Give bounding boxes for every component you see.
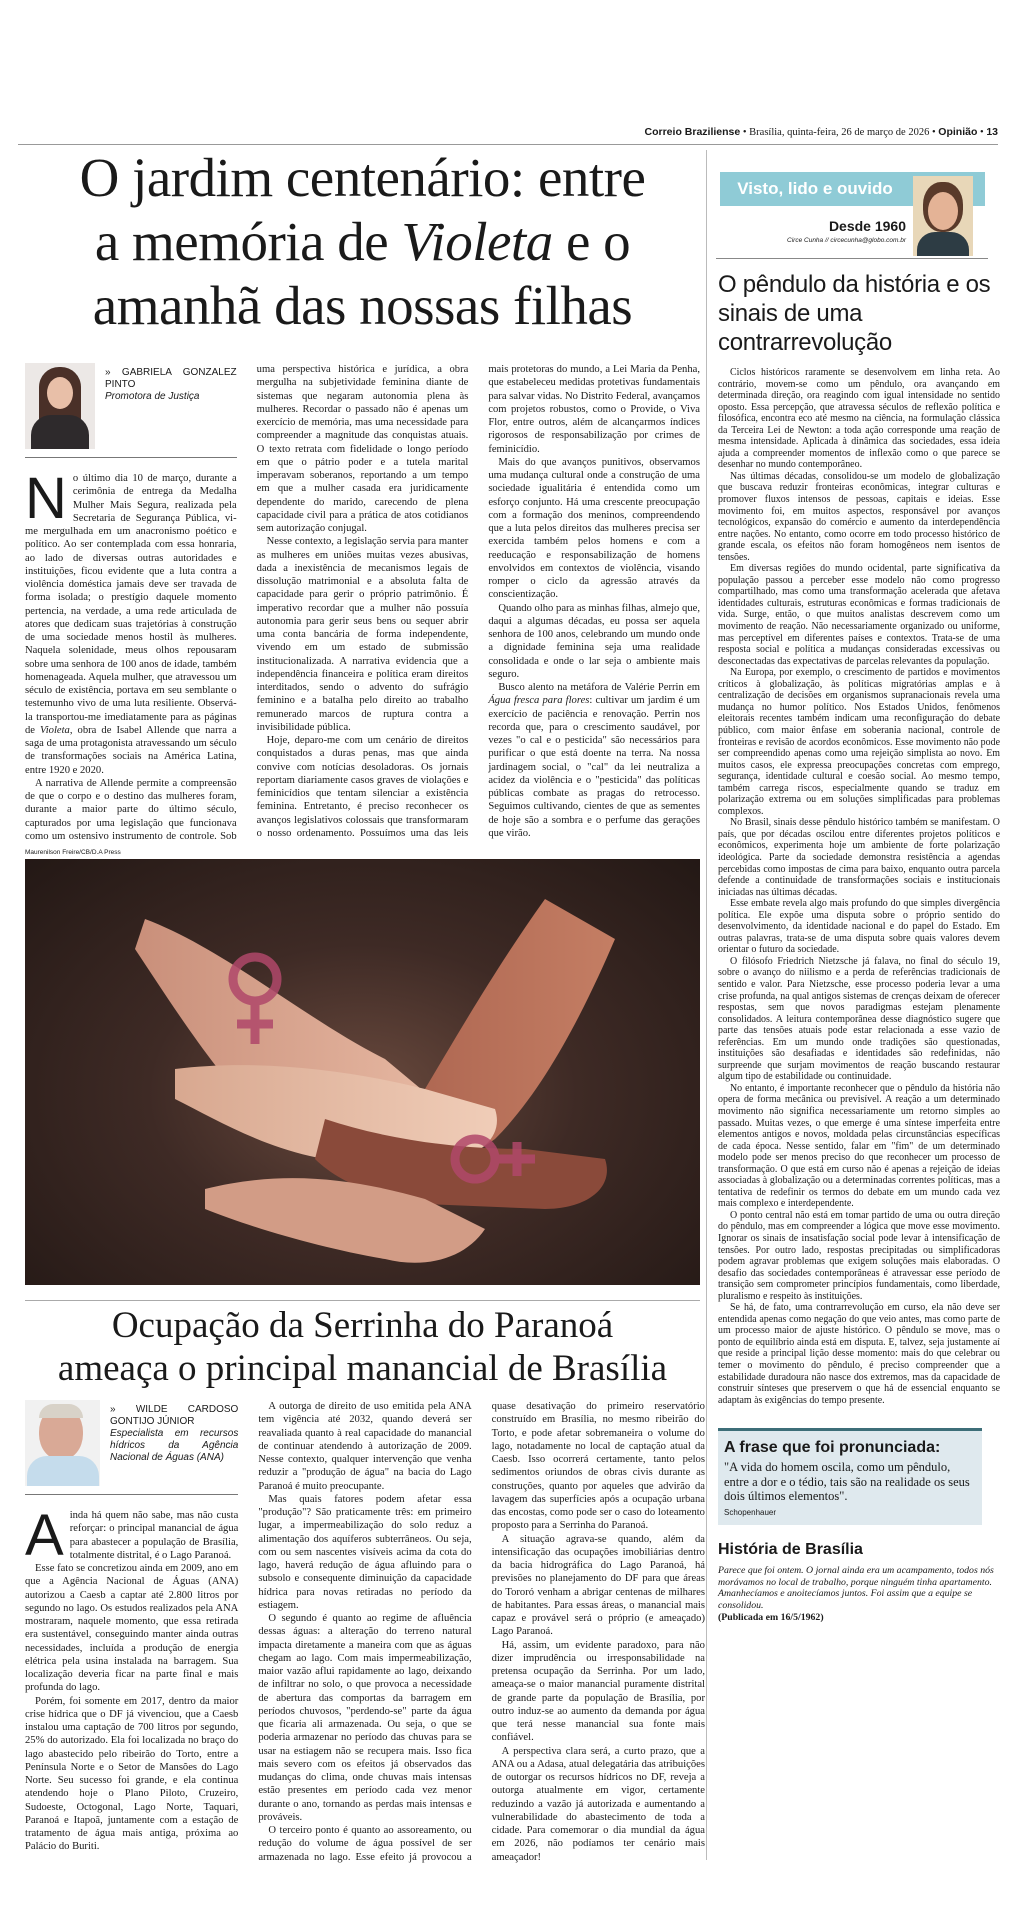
paragraph: A perspectiva clara será, a curto prazo, que a ANA ou a Adasa, atual delegatária das atribuições de outorgar os recursos hídricos no DF, reveja a outorga atualmente em vigor, certamente reduzindo a vazão já autorizada e aumentando a vulnerabilidade do abastecimento de toda a cidade. Para comemorar o dia mundial da água em 2026, não podíamos ter cenário mais ameaçador! xyxy=(491,1745,705,1863)
article2-body xyxy=(25,1400,705,1864)
paragraph: Porém, foi somente em 2017, dentro da maior crise hídrica que o DF já vivenciou, que a Caesb instalou uma captação de 700 litros por segundo, 25% do autorizado. Ela foi localizada no braço do lago abastecido pelo ribeirão do Torto, entre a Península Norte e o Setor de Mansões do Lago Norte. Seu sucesso foi grande, e ela continua atendendo hoje o Plano Piloto, Cruzeiro, Sudoeste, Octogonal, Lago Norte, Taquari, Paranoá e Itapoã, juntamente com a estação de tratamento de água mais antiga, próxima ao Palácio do Buriti. xyxy=(25,1695,239,1853)
column-title: O pêndulo da história e os sinais de uma contrarrevolução xyxy=(718,271,991,356)
author-box xyxy=(25,1400,238,1495)
column-since: Desde 1960 xyxy=(828,218,906,234)
header-divider xyxy=(18,144,998,145)
text: , obra de Isabel Allende que narra a saga de uma protagonista atravessando um século de transformações sociais na América Latina, entre 1920 e 2020. xyxy=(25,724,237,776)
author-name: WILDE CARDOSO GONTIJO JÚNIOR xyxy=(110,1404,239,1427)
paragraph: Nas últimas décadas, consolidou-se um modelo de globalização que buscava reduzir fronteiras econômicas, integrar culturas e promover fluxos intensos de pessoas, capitais e ideias. Esse movimento foi, em muitos aspectos, responsável por avanços tecnológicos, expansão do comércio e aumento da interdependência entre nações. No entanto, como ocorre em todo processo histórico de grande escala, os efeitos não foram homogêneos nem isentos de tensões. xyxy=(718,470,1000,563)
paragraph: No entanto, é importante reconhecer que o pêndulo da história não opera de forma mecânica ou previsível. A reação a um determinado movimento não significa necessariamente um retorno simples ao passado. Muitas vezes, o que emerge é uma síntese imperfeita entre elementos antigos e novos, moldada pelas circunstâncias específicas de cada época. Nesse sentido, falar em "fim" de um determinado modelo pode ser menos preciso do que reconhecer um processo de transformação. O que está em curso não é apenas a rejeição de ideias associadas à globalização ou a determinadas correntes políticas, mas a tentativa de redefinir os termos do debate em um mundo cada vez mais complexo e interdependente. xyxy=(718,1082,1000,1210)
hands-illustration xyxy=(25,859,700,1285)
paragraph: No Brasil, sinais desse pêndulo histórico também se manifestam. O país, que por décadas oscilou entre diferentes projetos políticos e econômicos, experimenta hoje um ambiente de forte polarização ideológica. Parte da sociedade demonstra resistência a agendas percebidas como impostas de cima para baixo, enquanto outra parcela defende a continuidade de transformações sociais e institucionais iniciadas nas últimas décadas. xyxy=(718,817,1000,898)
column-name-banner: Visto, lido e ouvido xyxy=(720,172,910,206)
paragraph: Esse fato se concretizou ainda em 2009, ano em que a Agência Nacional de Águas (ANA) autorizou a Caesb a captar até 2.800 litros por segundo no lago. Os estudos realizados pela ANA mostraram, naquele momento, que essa retirada era sustentável, conseguindo manter ainda outras necessidades, incluída a produção de energia elétrica pela usina instalada na barragem. Sua localização deveria ficar na parte final e mais profunda do lago. xyxy=(25,1563,239,1694)
article1-headline xyxy=(25,146,700,338)
paragraph: Nesse contexto, a legislação servia para manter as mulheres em uniões muitas vezes abusivas, dada a inexistência de mecanismos legais de dissolução matrimonial e a absoluta falta de capacidade para gerir o próprio patrimônio. É imperativo recordar que a mulher não possuía autonomia para gerir seus bens ou sequer abrir uma conta bancária de forma independente, vivendo em um estado de submissão institucionalizada. A narrativa evidencia que a independência financeira e política eram direitos interditados, sendo o advento do sufrágio feminino e a batalha pelo direito ao trabalho remunerado marcos de ruptura contra a invisibilidade pública. xyxy=(256,536,469,733)
place-date: Brasília, quinta-feira, 26 de março de 2026 xyxy=(749,127,930,138)
paragraph: Na Europa, por exemplo, o crescimento de partidos e movimentos críticos à globalização, às políticas migratórias amplas e à centralização de decisões em organismos supranacionais revela uma mudança no humor político. Nos Estados Unidos, fenômenos eleitorais recentes também indicam uma reconfiguração do debate público, com maior ênfase em soberania nacional, controle de fronteiras e revisão de acordos econômicos. Esse movimento não pode ser compreendido apenas como uma rejeição simplista ao novo. Em muitos casos, ele expressa preocupações concretas com emprego, segurança, identidade cultural e coesão social. Ao mesmo tempo, também carrega riscos, especialmente quando se traduz em polarização extrema ou em soluções simplificadas para problemas complexos. xyxy=(718,667,1000,817)
paragraph: Em diversas regiões do mundo ocidental, parte significativa da população passou a perceber esse modelo não como progresso compartilhado, mas como uma transformação acelerada que afetava identidades culturais, estruturas econômicas e formas tradicionais de vida. Surge, então, o que muitos analistas descrevem como um movimento de reação. Não necessariamente organizado ou uniforme, mas perceptível em diferentes países e contextos. Trata-se de uma resposta social e política a mudanças consideradas excessivas ou desconectadas das expectativas de parcelas relevantes da população. xyxy=(718,563,1000,667)
paragraph: Há, assim, um evidente paradoxo, para não dizer imprudência ou irresponsabilidade na pretensa ocupação da Serrinha. Por um lado, ameaça-se o maior manancial puramente distrital de grande parte da população de Brasília, por outro induz-se ao aumento da demanda por água que terá nesse manancial sua fonte mais confiável. xyxy=(491,1639,705,1744)
text: : cultivar um jardim é um exercício de paciência e renovação. Perrin nos recorda que, para o crescimento saudável, por vezes "o cal e o pesticida" são necessários para purificar o que está doente na terra. Na nossa jardinagem social, o "cal" da lei neutraliza a acidez da violência e o "pesticida" das políticas públicas combate as pragas do retrocesso. Seguimos cultivando, cientes de que as sementes de hoje são a sombra e o perfume das gerações que virão. xyxy=(488,695,700,839)
history-publication-date: (Publicada em 16/5/1962) xyxy=(718,1611,824,1623)
paragraph: Esse embate revela algo mais profundo do que simples divergência política. Ele expõe uma disputa sobre o próprio sentido do desenvolvimento, da identidade nacional e do papel do Estado. Em outras palavras, trata-se de uma disputa sobre quais valores devem orientar o futuro da sociedade. xyxy=(718,898,1000,956)
paragraph: O terceiro ponto é quanto ao assoreamento, ou redução do volume de água possível de ser armazenada no lago. Esse efeito já provocou a quase desativação do primeiro reservatório construído em Brasília, no mesmo ribeirão do Torto, e pode afetar sobremaneira o volume do lago, notadamente no local de captação atual da Caesb. Isso ocorrerá certamente, tanto pelos sedimentos oriundos de obras civis durante as construções, quanto por aqueles que advirão da lavagem das superfícies após a ocupação urbana das encostas, como pode ser o caso do loteamento proposto para a Serrinha do Paranoá. xyxy=(258,1401,705,1863)
paragraph: Mais do que avanços punitivos, observamos uma mudança cultural onde a construção de uma sociedade igualitária é entendida como um esforço conjunto. Há uma crescente preocupação com a formação dos meninos, compreendendo que a luta pelos direitos das mulheres precisa ser exercida também pelos homens e com a reeducação e responsabilização de homens envolvidos em contextos de violência, visando romper o ciclo da agressão através da conscientização. xyxy=(488,456,700,601)
paragraph: Ciclos históricos raramente se desenvolvem em linha reta. Ao contrário, movem-se como um pêndulo, ora avançando em determinada direção, ora reagindo com igual intensidade no sentido oposto. Essa percepção, que atravessa séculos de reflexão política e filosófica, encontra eco até mesmo na ciência, na formulação clássica da Terceira Lei de Newton: a toda ação corresponde uma reação de mesma intensidade. Aplicada à dinâmica das sociedades, essa ideia ajuda a compreender momentos de inflexão como o que parece se desenhar no mundo contemporâneo. xyxy=(718,367,1000,471)
text: o último dia 10 de março, durante a cerimônia de entrega da Medalha Mulher Mais Segura, realizada pela Secretaria de Segurança Pública, vi-me mergulhada em um anacronismo poético e político. Ao ser contemplada com essa honraria, ao lado de diversas outras autoridades e instituições, ficou evidente que a luta contra a violência doméstica jamais deve ser travada de forma isolada; o prestígio daquele momento pertencia, na verdade, a uma rede articulada de atores que dedicam suas trajetórias à construção de uma sociedade menos hostil às mulheres. Naquela solenidade, meus olhos repousaram sobre uma senhora de 100 anos de idade, também homenageada. Aquela mulher, que atravessou um século de existência, portava em seu semblante o testemunho vivo de uma luta resiliente. Observá-la transportou-me imediatamente para as páginas de xyxy=(25,473,237,736)
paragraph: Se há, de fato, uma contrarrevolução em curso, ela não deve ser entendida apenas como negação do que veio antes, mas como parte de um processo maior de ajuste histórico. O pêndulo se move, mas o ponto de equilíbrio ainda está em disputa. E, talvez, seja justamente aí que reside a principal lição desse momento: mais do que celebrar ou temer o movimento do pêndulo, é preciso compreender que a estabilidade duradoura não nasce dos extremos, mas da capacidade de construir sínteses que preservem o que há de essencial enquanto se adaptam às exigências do tempo presente. xyxy=(718,1302,1000,1406)
drop-cap: N xyxy=(25,466,67,531)
author-name: GABRIELA GONZALEZ PINTO xyxy=(105,367,237,390)
headline-line: e o xyxy=(552,211,631,272)
page-header xyxy=(600,126,998,138)
book-title: Água fresca para flores xyxy=(488,695,590,707)
history-text: Parece que foi ontem. O jornal ainda era um acampamento, todos nós morávamos no local de trabalho, porque ninguém tinha apartamento. Amanhecíamos e anoitecíamos juntos. Foi assim que a equipe se consolidou. xyxy=(718,1564,994,1612)
headline-line: a memória de xyxy=(94,211,402,272)
paragraph: Hoje, deparo-me com um cenário de direitos conquistados a duras penas, mas que ainda convive com notícias desoladoras. Os jornais reportam diariamente casos graves de violações e feminicídios que tentam silenciar a existência feminina. Entretanto, é preciso reconhecer os avanços legislativos colossais que transformaram o nosso ordenamento. Possuímos uma das leis mais protetoras do mundo, a Lei Maria da Penha, que estabeleceu medidas protetivas fundamentais para salvar vidas. No Distrito Federal, avançamos com projetos robustos, como o Provide, o Viva Flor, entre outros, além de alcançarmos índices rigorosos de responsabilização por crimes de feminicídio. xyxy=(256,364,700,839)
author-role: Especialista em recursos hídricos da Agência Nacional de Águas (ANA) xyxy=(110,1428,239,1463)
paragraph: A narrativa de Allende permite a compreensão de que o corpo e o destino das mulheres foram, durante a maior parte do último século, capturados por uma legislação que funcionava como um ostensivo instrumento de controle. Sob uma perspectiva histórica e jurídica, a obra mergulha na subjetividade feminina diante de sistemas que negaram autonomia plena às mulheres. Recordar o passado não é apenas um exercício de memória, mas uma necessidade para compreender a magnitude das conquistas atuais. O texto retrata com fidelidade o longo período em que o pátrio poder e a tutela marital imperavam soberanos, reportando a um tempo em que a mulher casada era juridicamente dependente do marido, carecendo de plena capacidade civil para a prática de atos cotidianos sem autorização conjugal. xyxy=(25,364,469,842)
author-photo xyxy=(25,1400,100,1486)
article1-body xyxy=(25,363,700,843)
paragraph: A situação agrava-se quando, além da intensificação das ocupações imobiliárias dentro da bacia hidrográfica do Lago Paranoá, há previsões no planejamento do DF para que áreas do Tororó venham a abrigar centenas de milhares de habitantes. Para essas áreas, o manancial mais capaz e provável será o próprio (e ameaçado) Lago Paranoá. xyxy=(491,1533,705,1638)
sidebar-column xyxy=(718,270,1002,1624)
book-title: Violeta xyxy=(40,724,70,736)
headline-line: amanhã das nossas filhas xyxy=(92,275,633,336)
bullet: » xyxy=(110,1404,136,1415)
paragraph xyxy=(488,681,700,840)
newspaper-name: Correio Braziliense xyxy=(644,126,741,138)
separator: • xyxy=(929,127,939,138)
section-divider xyxy=(25,1300,700,1301)
separator: • xyxy=(740,127,750,138)
bullet: » xyxy=(105,367,122,378)
separator: • xyxy=(977,127,987,138)
section-name: Opinião xyxy=(938,126,978,138)
history-box-title: História de Brasília xyxy=(718,1540,863,1558)
headline-line: ameaça o principal manancial de Brasília xyxy=(57,1348,668,1389)
paragraph: O ponto central não está em tomar partido de uma ou outra direção do pêndulo, mas em compreender a lógica que move esse movimento. Ignorar os sinais de insatisfação social pode levar à intensificação de tensões. Por outro lado, respostas precipitadas ou simplificadoras podem agravar problemas que exigem soluções mais elaboradas. O desafio das sociedades contemporâneas é atravessar esse período de transição sem comprometer princípios fundamentais, como liberdade, pluralismo e respeito às instituições. xyxy=(718,1209,1000,1302)
sidebar-divider xyxy=(716,258,988,259)
column-body xyxy=(718,367,1000,1406)
article2-headline xyxy=(25,1304,700,1390)
columnist-photo xyxy=(913,176,973,256)
illustration-hands-female-symbols xyxy=(25,859,700,1285)
columnist-byline: Circe Cunha // circecunha@globo.com.br xyxy=(787,237,906,244)
column-divider xyxy=(706,150,707,1860)
history-box xyxy=(718,1565,998,1624)
paragraph: Mas quais fatores podem afetar essa "produção"? São praticamente três: em primeiro lugar, a impermeabilização do solo reduz a alimentação dos aquíferos subterrâneos. Ou seja, com ou sem nascentes visíveis acima da cota do lago, haverá redução de água afluindo para o subsolo e consequente diminuição da capacidade hídrica para novas retiradas no período da estiagem. xyxy=(258,1493,472,1611)
quote-author: Schopenhauer xyxy=(724,1507,777,1517)
drop-cap: A xyxy=(25,1503,64,1568)
quote-text: "A vida do homem oscila, como um pêndulo, entre a dor e o tédio, tais são na realidade os seus dois últimos elementos". xyxy=(724,1460,970,1504)
author-role: Promotora de Justiça xyxy=(105,391,200,402)
author-box xyxy=(25,363,237,458)
author-photo xyxy=(25,363,95,449)
headline-line: Ocupação da Serrinha do Paranoá xyxy=(111,1305,614,1346)
text: Busco alento na metáfora de Valérie Perrin em xyxy=(498,682,700,693)
paragraph: Quando olho para as minhas filhas, almejo que, daqui a algumas décadas, eu possa ser aquela senhora de 100 anos, celebrando um mundo onde a dignidade feminina seja uma realidade consolidada e onde o lar seja o ambiente mais seguro. xyxy=(488,602,700,680)
quote-box-title: A frase que foi pronunciada: xyxy=(724,1439,941,1457)
main-column xyxy=(25,146,705,1864)
headline-line: O jardim centenário: entre xyxy=(79,147,646,208)
paragraph: O segundo é quanto ao regime de afluência dessas águas: a alteração do terreno natural impacta diretamente a maneira com que as águas chegam ao lago. Com mais impermeabilização, maior vazão aflui rapidamente ao lago, deixando de infiltrar no solo, o que provoca a necessidade de abertura das comportas da barragem em períodos chuvosos, "perdendo-se" parte da água que ficaria ali armazenada. Ou seja, o que se poderia armazenar no período das chuvas para se usar na estiagem não se recupera mais. Isso fica mais severo com os efeitos já observados das mudanças do clima, onde chuvas mais intensas estão presentes em período cada vez menor durante o ano, tornando as perdas mais intensas e prováveis. xyxy=(258,1613,472,1823)
paragraph: O filósofo Friedrich Nietzsche já falava, no final do século 19, sobre o avanço do niilismo e a perda de referências tradicionais de sentido e valor. Para Nietzsche, esse processo poderia levar a uma crise profunda, na qual antigos sistemas de crenças deixam de oferecer respostas, sem que novos paradigmas estejam plenamente consolidados. A leitura contemporânea desse diagnóstico sugere que parte das tensões atuais pode estar relacionada a esse vazio de referências. Em um mundo onde tradições são questionadas, instituições são desafiadas e identidades são redefinidas, não surpreende que surjam movimentos de reação buscando restaurar algum tipo de estabilidade ou continuidade. xyxy=(718,955,1000,1083)
headline-italic: Violeta xyxy=(401,211,553,272)
text: inda há quem não sabe, mas não custa reforçar: o principal manancial de água para abastecer a população de Brasília, totalmente distrital, é o Lago Paranoá. xyxy=(69,1510,239,1561)
paragraph xyxy=(25,466,237,777)
page-number: 13 xyxy=(986,126,998,138)
paragraph: A outorga de direito de uso emitida pela ANA tem vigência até 2032, quando deverá ser reavaliada quanto à real capacidade do manancial de continuar atendendo à autorização de 2009. Nesse contexto, qualquer intervenção que venha reduzir a "produção de água" na bacia do Lago Paranoá é muito preocupante. xyxy=(258,1401,472,1492)
photo-credit: Maurenilson Freire/CB/D.A Press xyxy=(25,849,121,856)
paragraph xyxy=(25,1503,239,1568)
quote-box xyxy=(718,1428,982,1525)
